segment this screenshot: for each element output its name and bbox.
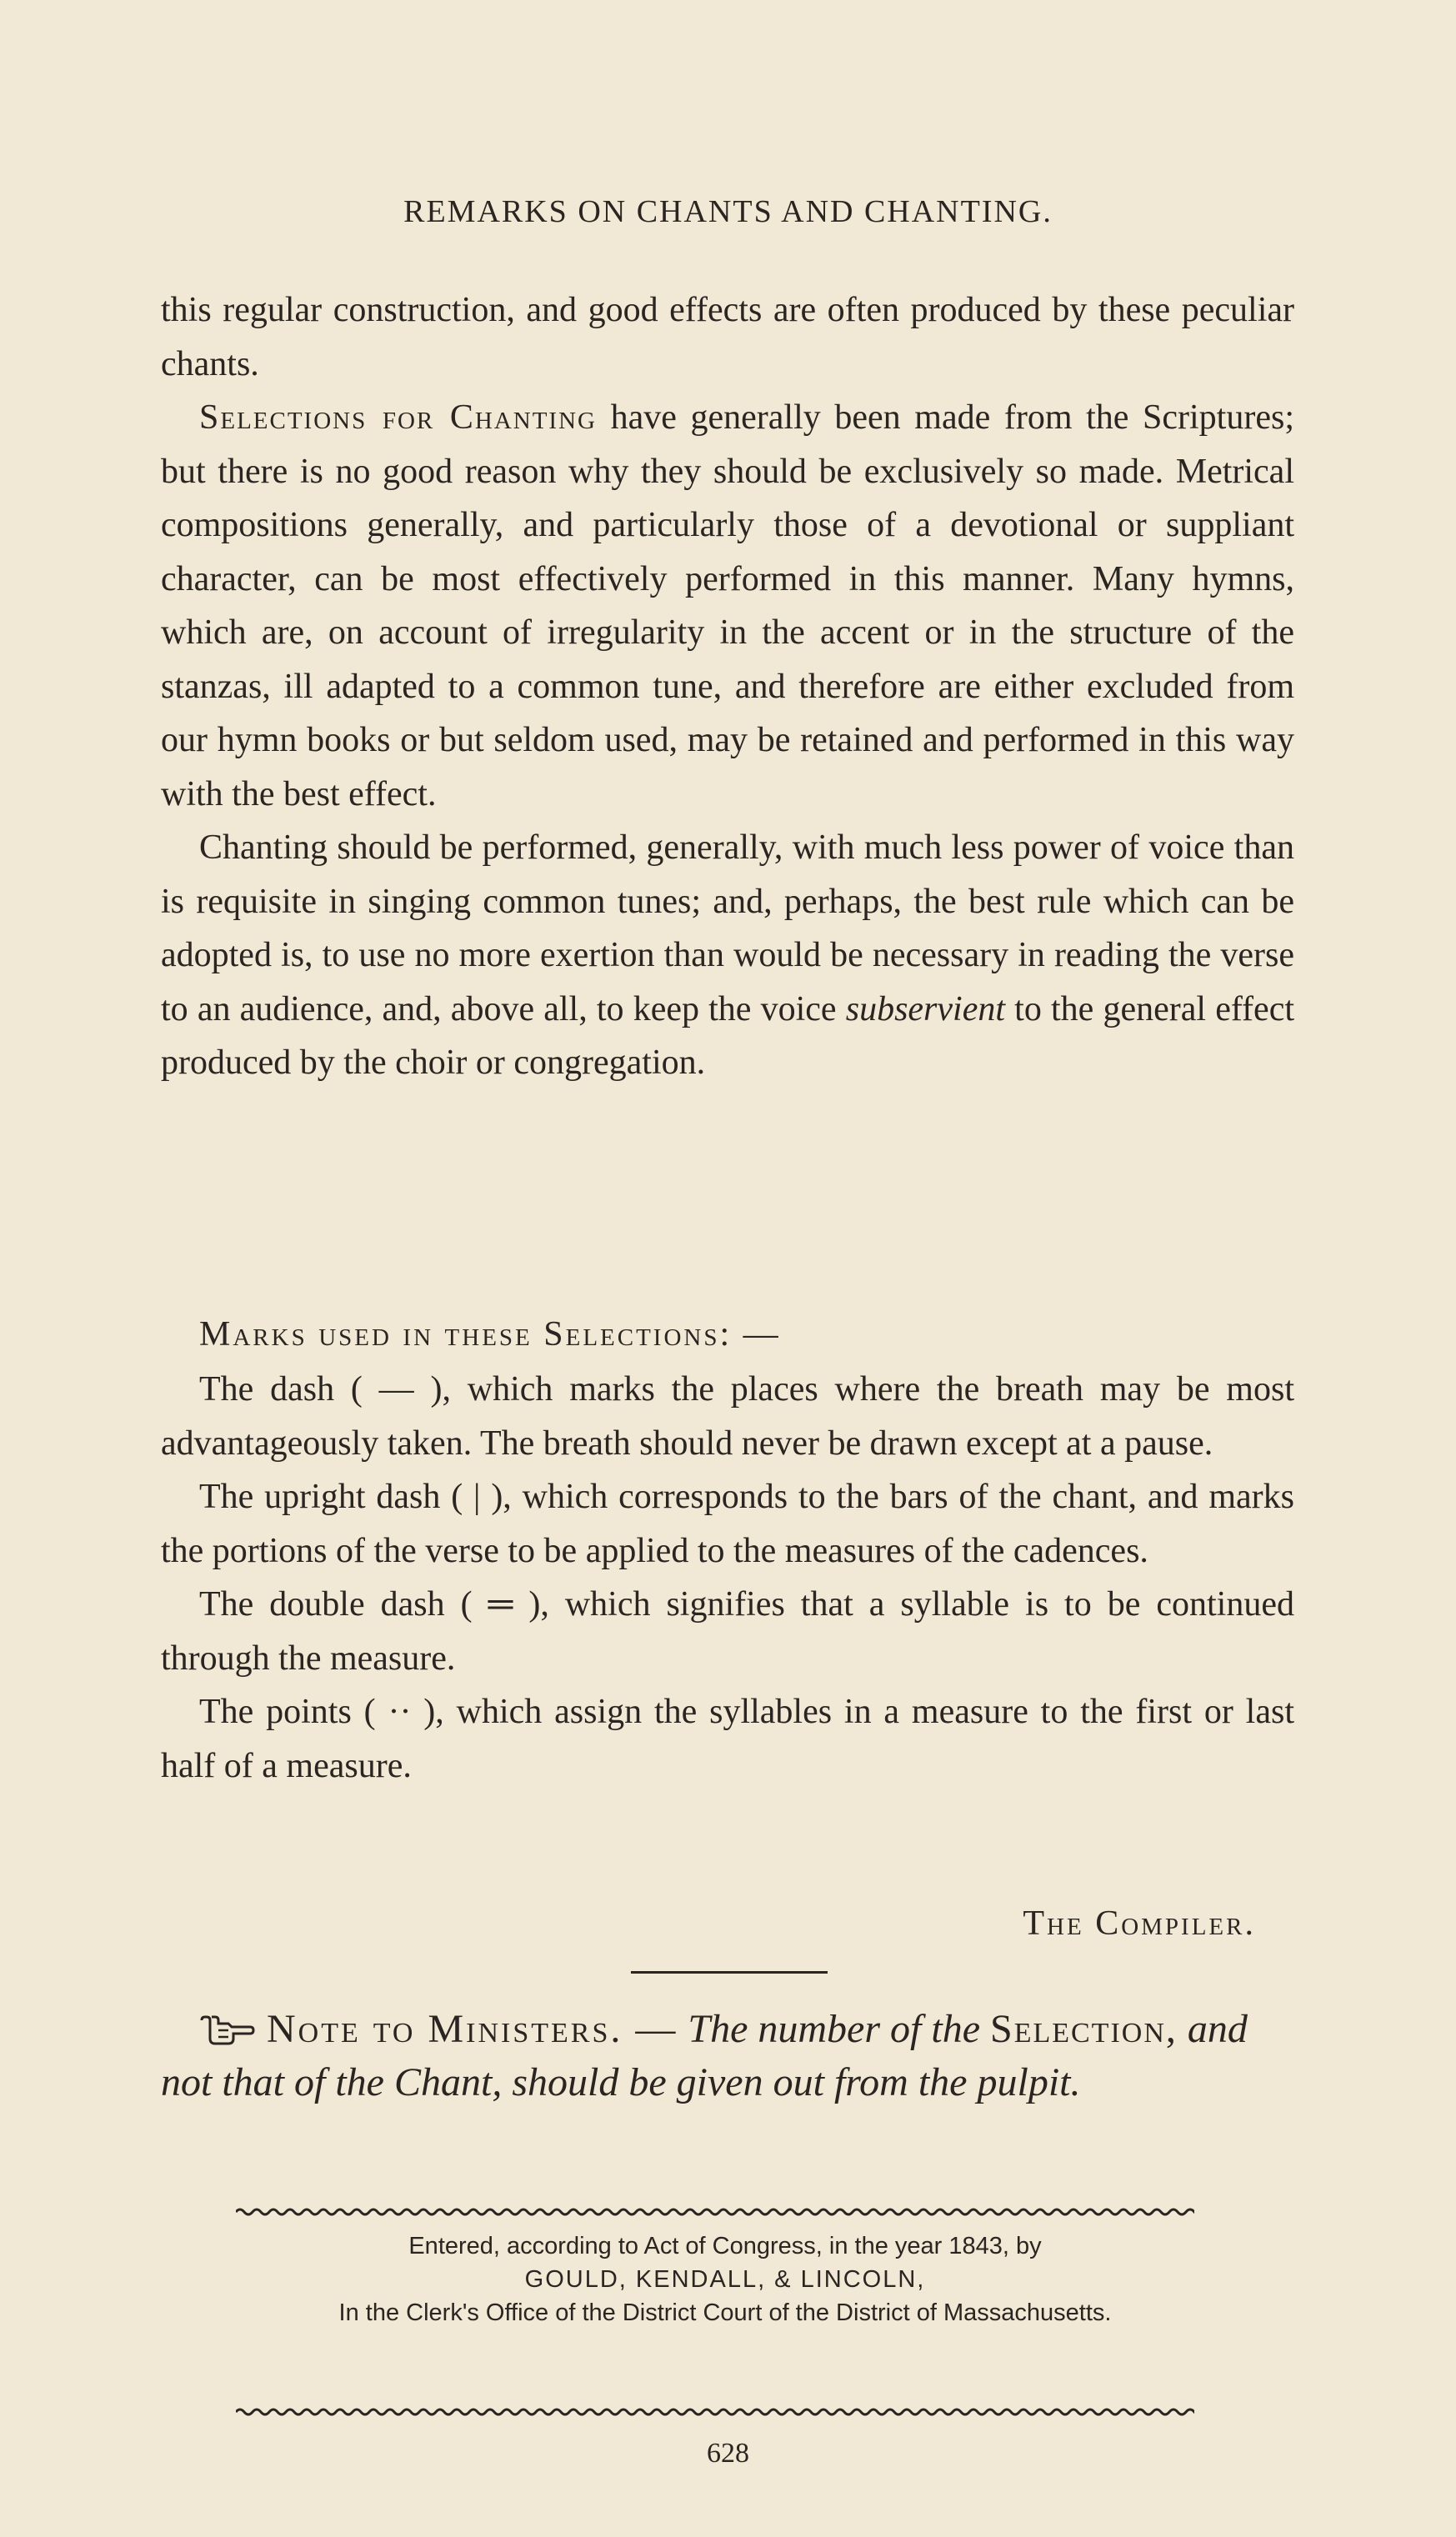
note-italic-1: The number of the: [678, 2007, 990, 2051]
pointing-hand-icon: [198, 2014, 255, 2047]
copyright-line-2: GOULD, KENDALL, & LINCOLN,: [524, 2266, 926, 2293]
mark-upright-dash: The upright dash ( | ), which corresponds to the bars of the chant, and marks the portions of the verse to be applied to the measures of the cadences.: [161, 1478, 1294, 1570]
paragraph-2-text: have generally been made from the Scriptures; but there is no good reason why they should be exclusively so made. Metrical compositions generally, and particularly those of a devotional or suppliant character, can be most effectively performed in this manner. Many hymns, which are, on account of irregularity in the accent or in the structure of the stanzas, ill adapted to a common tune, and therefore are either excluded from our hymn books or but seldom used, may be retained and performed in this way with the best effect.: [161, 398, 1294, 813]
paragraph-3-tail: to the general effect produced by the choir or congregation.: [161, 989, 1294, 1082]
marks-heading: Marks used in these Selections: —: [199, 1315, 781, 1354]
note-lead: Note to Ministers. —: [267, 2007, 678, 2051]
paragraph-3-emphasis: subservient: [845, 989, 1006, 1028]
mark-dash: The dash ( — ), which marks the places where the breath may be most advantageously taken. The breath should never be drawn except at a pause.: [161, 1370, 1294, 1463]
copyright-line-3: In the Clerk's Office of the District Court of the District of Massachusetts.: [338, 2299, 1112, 2326]
copyright-line-1: Entered, according to Act of Congress, in the year 1843, by: [408, 2233, 1042, 2259]
mark-points: The points ( ·· ), which assign the syllables in a measure to the first or last half of a measure.: [161, 1693, 1294, 1785]
mark-double-dash: The double dash ( ═ ), which signifies that a syllable is to be continued through the measure.: [161, 1585, 1294, 1678]
paragraph-2: [161, 391, 1294, 821]
signature-compiler: The Compiler.: [1023, 1904, 1256, 1943]
note-to-ministers: [161, 2003, 1294, 2109]
paragraph-3: [161, 821, 1294, 1090]
paragraph-3-text: Chanting should be performed, generally, with much less power of voice than is requisite in singing common tunes; and, perhaps, the best rule which can be adopted is, to use no more exertion than would be necessary in reading the verse to an audience, and, above all, to keep the voice: [161, 828, 1294, 1028]
wavy-rule-top: [236, 2205, 1194, 2219]
running-header: REMARKS ON CHANTS AND CHANTING.: [403, 194, 1053, 229]
paragraph-2-lead: Selections for Chanting: [199, 398, 597, 437]
copyright-notice: [167, 2229, 1283, 2329]
note-italic-2: and not that of the Chant, should be given out from the pulpit.: [161, 2007, 1248, 2104]
note-selection: Selection,: [990, 2007, 1178, 2051]
page-number: 628: [707, 2438, 749, 2469]
marks-list: [161, 1363, 1294, 1793]
divider-rule: [631, 1971, 828, 1974]
body-text-top: [161, 283, 1294, 1090]
paragraph-1: this regular construction, and good effects are often produced by these peculiar chants.: [161, 291, 1294, 383]
wavy-rule-bottom: [236, 2405, 1194, 2419]
